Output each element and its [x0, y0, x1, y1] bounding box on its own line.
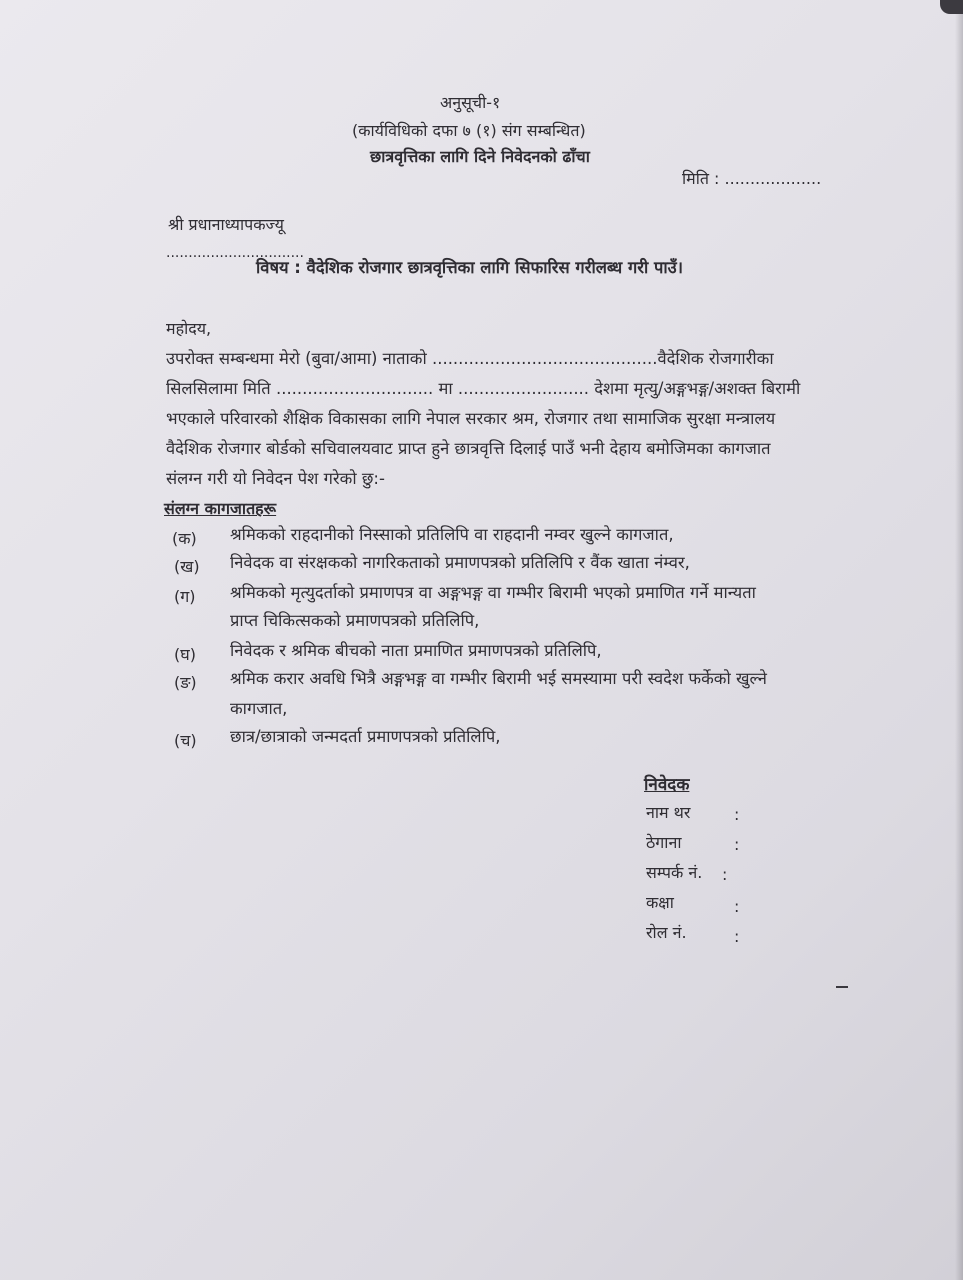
- attachment-item-continued: कागजात,: [230, 699, 288, 718]
- field-label-roll: रोल नं.: [646, 923, 687, 942]
- page-shadow-edge: [955, 0, 963, 1280]
- item-mark: (ग): [174, 587, 196, 606]
- schedule-label: अनुसूची-१: [440, 93, 501, 112]
- attachment-item: श्रमिक करार अवधि भित्रै अङ्गभङ्ग वा गम्भीर बिरामी भई समस्यामा परी स्वदेश फर्केको खुल्ने: [230, 669, 767, 688]
- body-line: सिलसिलामा मिति .............................. मा ......................... देशमा मृत्यु/अङ्गभङ्ग/अशक्त बिरामी: [166, 379, 801, 398]
- applicant-heading: निवेदक: [644, 775, 690, 795]
- field-colon: :: [734, 805, 740, 824]
- item-mark: (क): [172, 529, 197, 548]
- greeting: महोदय,: [166, 319, 212, 338]
- subject-line: विषय : वैदेशिक रोजगार छात्रवृत्तिका लागि सिफारिस गरीलब्ध गरी पाउँ।: [256, 258, 683, 277]
- field-colon: :: [734, 835, 740, 854]
- addressee-line: श्री प्रधानाध्यापकज्यू: [168, 215, 284, 234]
- attachment-item: छात्र/छात्राको जन्मदर्ता प्रमाणपत्रको प्रतिलिपि,: [230, 727, 501, 746]
- addressee-blank: ...............................: [166, 245, 304, 261]
- reference-line: (कार्यविधिको दफा ७ (१) संग सम्बन्धित): [352, 121, 586, 140]
- form-title: छात्रवृत्तिका लागि दिने निवेदनको ढाँचा: [370, 147, 590, 166]
- item-mark: (ङ): [174, 673, 197, 692]
- field-colon: :: [722, 865, 728, 884]
- stray-mark: [836, 986, 848, 988]
- attachment-item-continued: प्राप्त चिकित्सकको प्रमाणपत्रको प्रतिलिपि,: [230, 611, 480, 630]
- body-line: संलग्न गरी यो निवेदन पेश गरेको छु:-: [166, 469, 385, 488]
- attachments-heading: संलग्न कागजातहरू: [164, 499, 277, 518]
- field-colon: :: [734, 897, 740, 916]
- field-colon: :: [734, 927, 740, 946]
- item-mark: (घ): [174, 645, 196, 664]
- field-label-contact: सम्पर्क नं.: [646, 863, 703, 882]
- attachment-item: श्रमिकको मृत्युदर्ताको प्रमाणपत्र वा अङ्गभङ्ग वा गम्भीर बिरामी भएको प्रमाणित गर्ने मान्यता: [230, 583, 756, 602]
- item-mark: (ख): [174, 557, 200, 576]
- field-label-address: ठेगाना: [646, 833, 682, 852]
- attachment-item: निवेदक वा संरक्षकको नागरिकताको प्रमाणपत्रको प्रतिलिपि र वैंक खाता नंम्वर,: [230, 553, 690, 572]
- date-field: मिति : ...................: [682, 169, 822, 188]
- corner-mark: [940, 0, 963, 14]
- body-line: भएकाले परिवारको शैक्षिक विकासका लागि नेपाल सरकार श्रम, रोजगार तथा सामाजिक सुरक्षा मन्त्रालय: [166, 409, 776, 428]
- field-label-name: नाम थर: [646, 803, 691, 822]
- body-line: उपरोक्त सम्बन्धमा मेरो (बुवा/आमा) नाताको ...........................................वैदेशिक रोजगारीका: [166, 349, 774, 368]
- field-label-class: कक्षा: [646, 893, 674, 912]
- body-line: वैदेशिक रोजगार बोर्डको सचिवालयवाट प्राप्त हुने छात्रवृत्ति दिलाई पाउँ भनी देहाय बमोजिमका कागजात: [166, 439, 771, 458]
- item-mark: (च): [174, 731, 197, 750]
- attachment-item: निवेदक र श्रमिक बीचको नाता प्रमाणित प्रमाणपत्रको प्रतिलिपि,: [230, 641, 602, 660]
- attachment-item: श्रमिकको राहदानीको निस्साको प्रतिलिपि वा राहदानी नम्वर खुल्ने कागजात,: [230, 525, 674, 544]
